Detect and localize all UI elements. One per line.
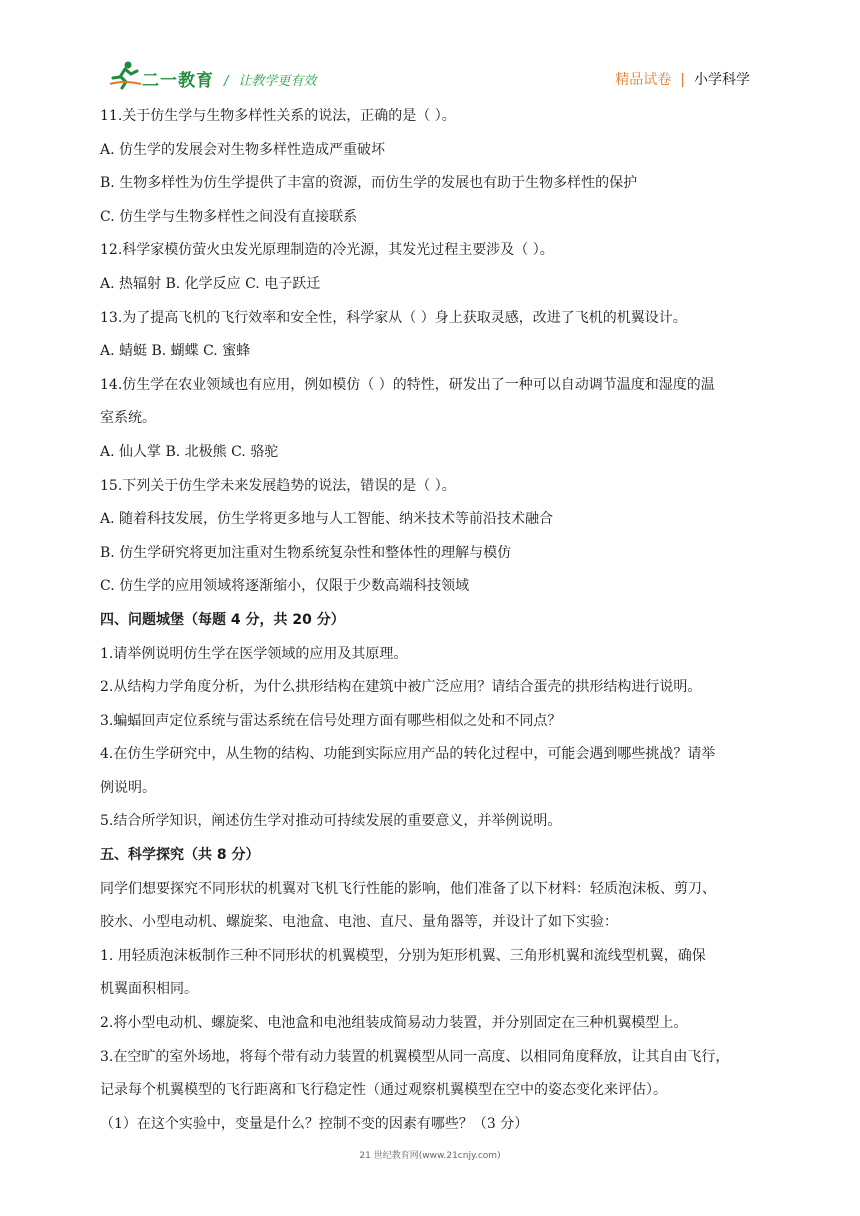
- text-line: C. 仿生学与生物多样性之间没有直接联系: [100, 208, 358, 225]
- text-line: 3.蝙蝠回声定位系统与雷达系统在信号处理方面有哪些相似之处和不同点？: [100, 712, 562, 729]
- text-line: A. 仿生学的发展会对生物多样性造成严重破坏: [100, 141, 386, 158]
- logo-text: 二一教育: [142, 71, 214, 91]
- text-line: A. 热辐射 B. 化学反应 C. 电子跃迁: [100, 275, 321, 292]
- text-line: A. 仙人掌 B. 北极熊 C. 骆驼: [100, 443, 279, 460]
- page-footer: 21 世纪教育网(www.21cnjy.com): [359, 1151, 501, 1161]
- slogan: [224, 70, 316, 89]
- section-heading: 五、科学探究（共 8 分）: [100, 847, 260, 864]
- header-label-premium: 精品试卷: [615, 72, 672, 88]
- text-line: 13.为了提高飞机的飞行效率和安全性，科学家从（ ）身上获取灵感，改进了飞机的机翼设计。: [100, 309, 687, 326]
- header-category: [615, 69, 750, 89]
- text-line: 室系统。: [100, 410, 156, 427]
- text-line: 2.将小型电动机、螺旋桨、电池盒和电池组装成简易动力装置，并分别固定在三种机翼模型上。: [100, 1015, 688, 1032]
- text-line: 15.下列关于仿生学未来发展趋势的说法，错误的是（ ）。: [100, 477, 456, 494]
- text-line: B. 生物多样性为仿生学提供了丰富的资源，而仿生学的发展也有助于生物多样性的保护: [100, 175, 638, 192]
- section-heading: 四、问题城堡（每题 4 分，共 20 分）: [100, 611, 345, 628]
- text-line: A. 蜻蜓 B. 蝴蝶 C. 蜜蜂: [100, 343, 251, 360]
- header-separator: |: [680, 72, 685, 88]
- header-label-subject: 小学科学: [694, 72, 750, 88]
- text-line: 5.结合所学知识，阐述仿生学对推动可持续发展的重要意义，并举例说明。: [100, 813, 562, 830]
- text-line: 3.在空旷的室外场地，将每个带有动力装置的机翼模型从同一高度、以相同角度释放，让其自由飞行，: [100, 1048, 730, 1065]
- text-line: 1. 用轻质泡沫板制作三种不同形状的机翼模型，分别为矩形机翼、三角形机翼和流线型机翼，确保: [100, 947, 706, 964]
- slogan-text: 让教学更有效: [238, 74, 317, 89]
- text-line: 记录每个机翼模型的飞行距离和飞行稳定性（通过观察机翼模型在空中的姿态变化来评估）。: [100, 1082, 667, 1099]
- text-line: 同学们想要探究不同形状的机翼对飞机飞行性能的影响，他们准备了以下材料：轻质泡沫板、剪刀、: [100, 880, 716, 897]
- text-line: 4.在仿生学研究中，从生物的结构、功能到实际应用产品的转化过程中，可能会遇到哪些挑战？请举: [100, 746, 716, 763]
- text-line: （1）在这个实验中，变量是什么？控制不变的因素有哪些？（3 分）: [100, 1115, 529, 1132]
- slogan-slash: /: [224, 74, 229, 89]
- page-header: [108, 60, 758, 100]
- text-line: A. 随着科技发展，仿生学将更多地与人工智能、纳米技术等前沿技术融合: [100, 511, 554, 528]
- text-line: 2.从结构力学角度分析，为什么拱形结构在建筑中被广泛应用？请结合蛋壳的拱形结构进行说明。: [100, 679, 702, 696]
- text-line: B. 仿生学研究将更加注重对生物系统复杂性和整体性的理解与模仿: [100, 544, 512, 561]
- text-line: 14.仿生学在农业领域也有应用，例如模仿（ ）的特性，研发出了一种可以自动调节温度和湿度的温: [100, 376, 715, 393]
- runner-logo-icon: [108, 60, 142, 90]
- logo: [108, 60, 228, 90]
- text-line: 11.关于仿生学与生物多样性关系的说法，正确的是（ ）。: [100, 108, 456, 124]
- text-line: 1.请举例说明仿生学在医学领域的应用及其原理。: [100, 645, 408, 662]
- text-line: 例说明。: [100, 779, 156, 796]
- text-line: 12.科学家模仿萤火虫发光原理制造的冷光源，其发光过程主要涉及（ ）。: [100, 242, 554, 259]
- exam-content: [100, 100, 760, 1141]
- text-line: C. 仿生学的应用领域将逐渐缩小，仅限于少数高端科技领域: [100, 578, 470, 595]
- text-line: 胶水、小型电动机、螺旋桨、电池盒、电池、直尺、量角器等，并设计了如下实验：: [100, 914, 618, 931]
- text-line: 机翼面积相同。: [100, 981, 198, 998]
